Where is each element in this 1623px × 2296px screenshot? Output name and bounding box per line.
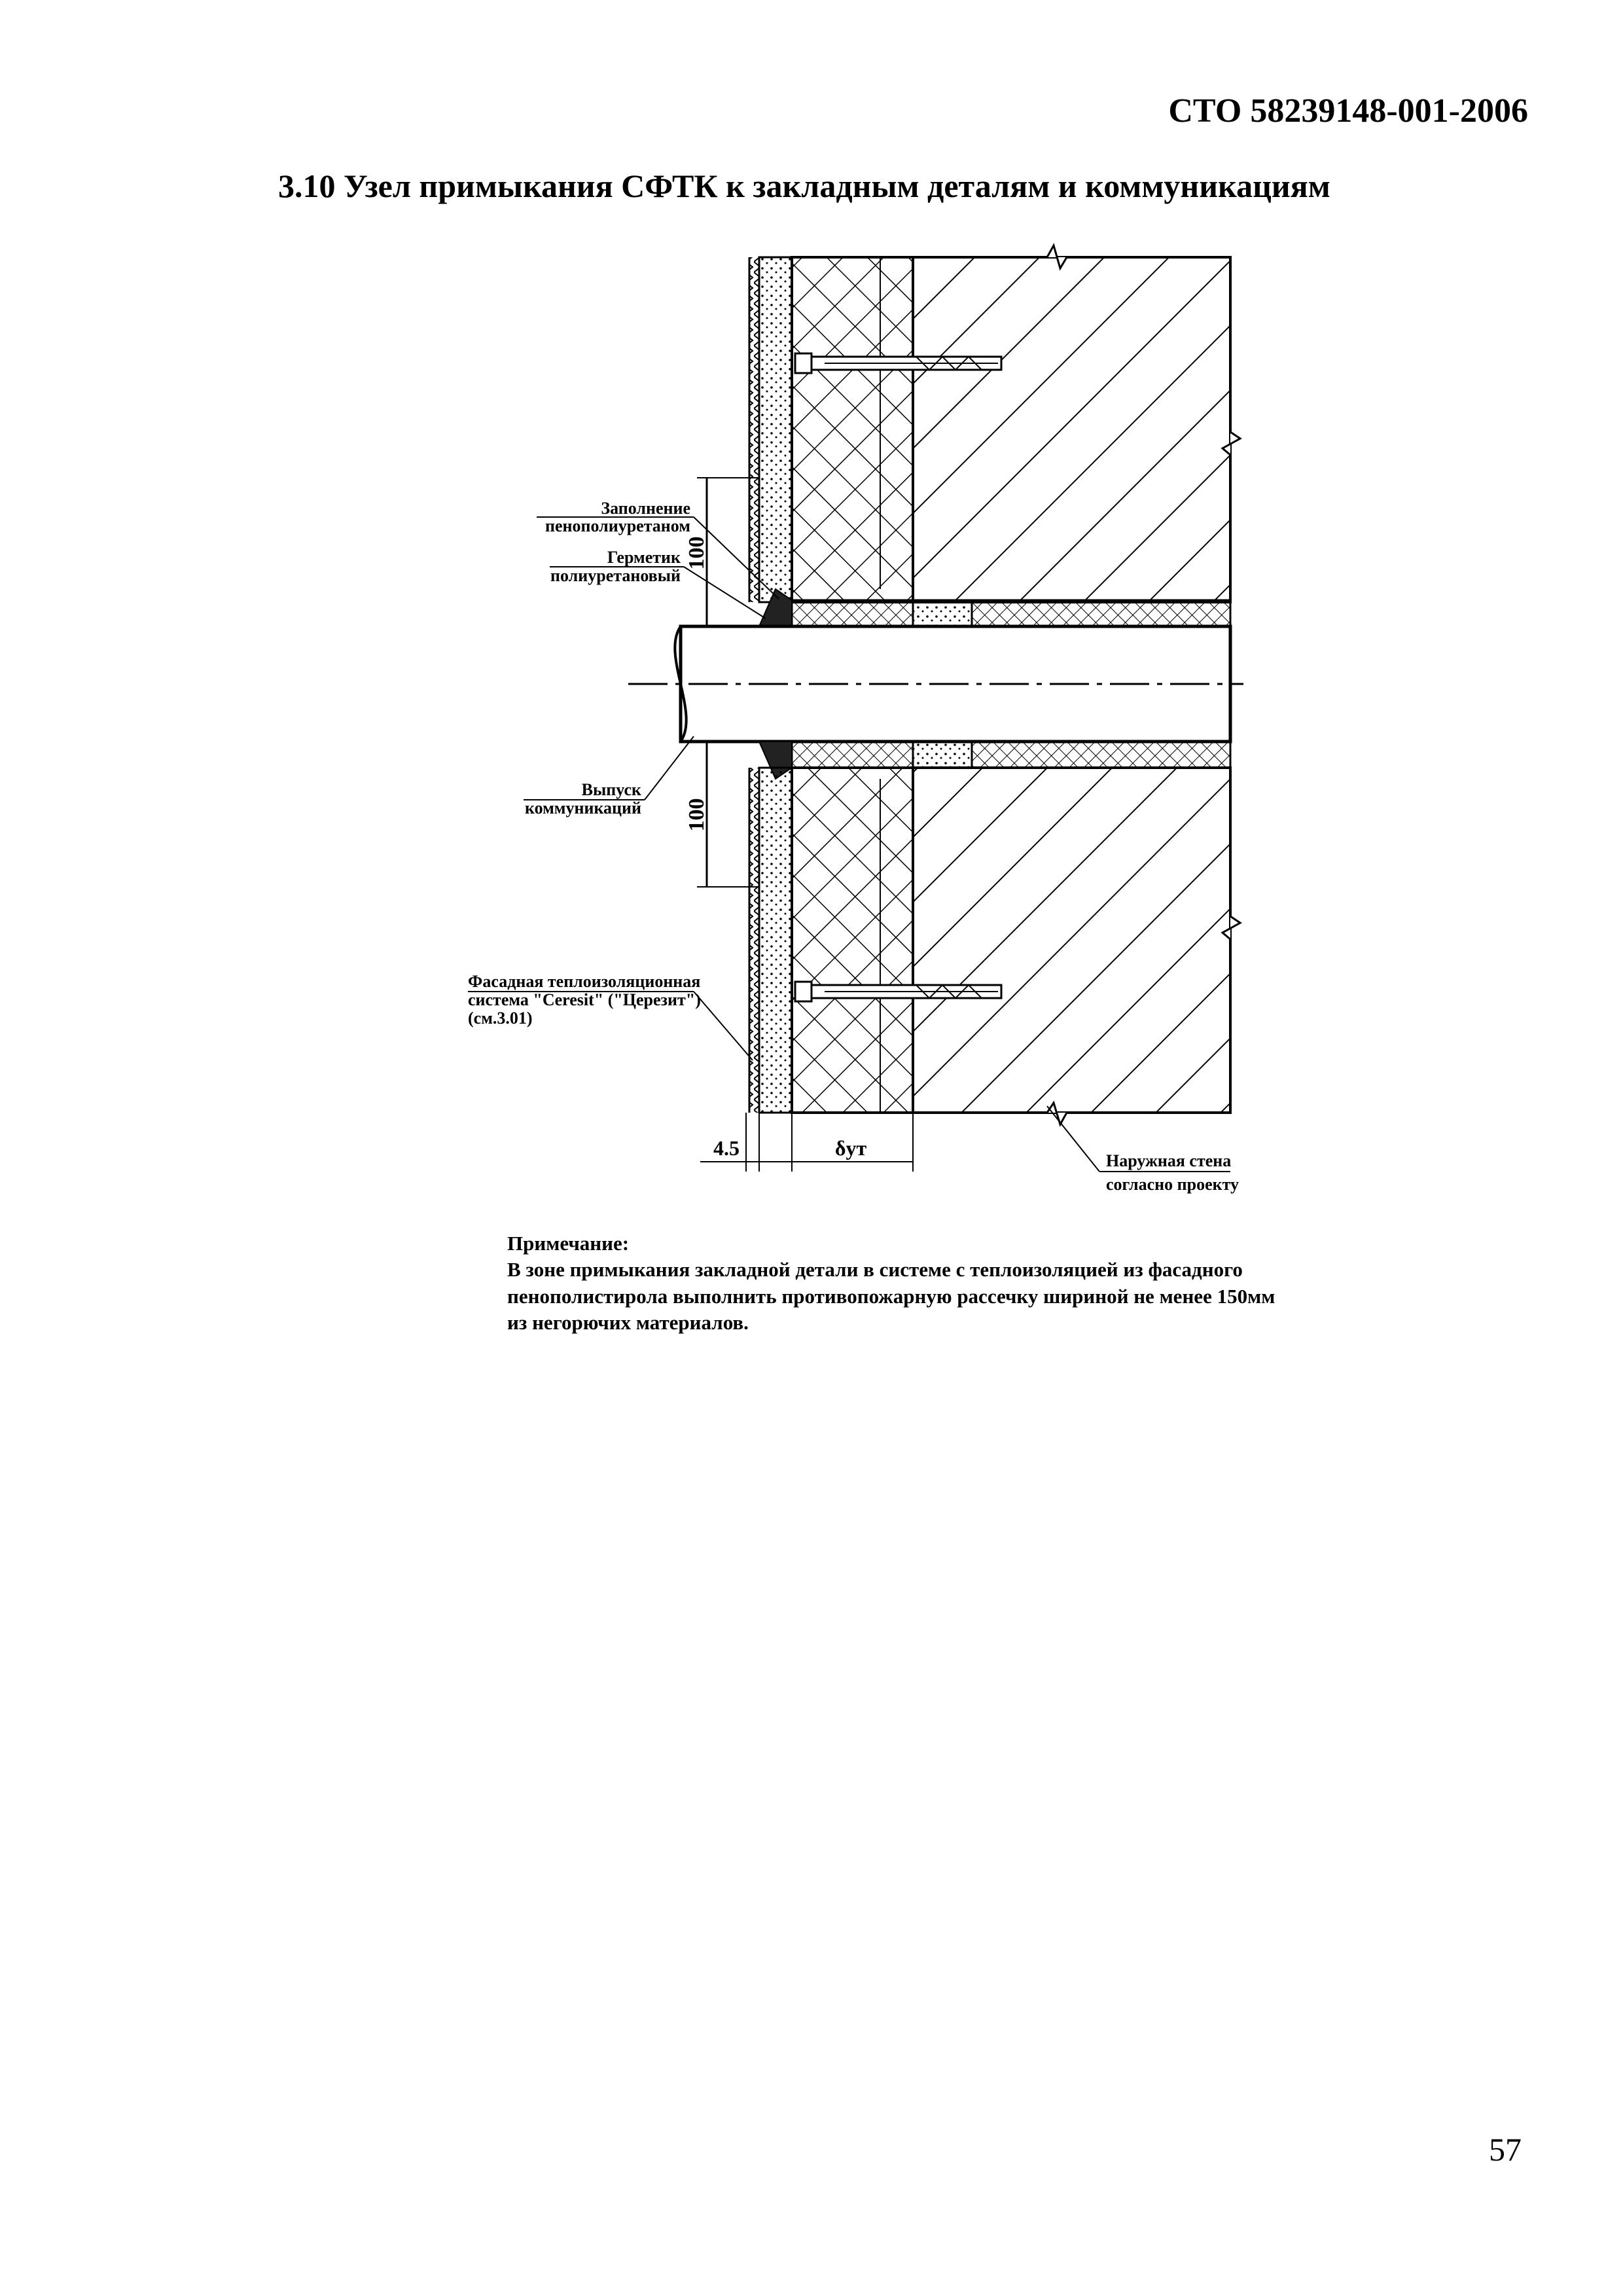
svg-text:согласно проекту: согласно проекту — [1106, 1175, 1240, 1194]
dimension-lower — [685, 742, 759, 887]
svg-text:Фасадная теплоизоляционная: Фасадная теплоизоляционная — [468, 972, 701, 991]
dimension-upper-label: 100 — [685, 536, 709, 570]
render-thickness-label: 4.5 — [713, 1136, 740, 1160]
svg-text:пенополиуретаном: пенополиуретаном — [545, 516, 690, 535]
wall-upper — [749, 245, 1240, 602]
dimension-upper — [685, 478, 759, 626]
label-sealant — [550, 548, 766, 619]
note-line: В зоне примыкания закладной детали в системе с теплоизоляцией из фасадного — [507, 1258, 1243, 1282]
svg-text:(см.3.01): (см.3.01) — [468, 1009, 533, 1028]
document-code: СТО 58239148-001-2006 — [1168, 92, 1528, 130]
note-block — [507, 1230, 1358, 1336]
note-line: из негорючих материалов. — [507, 1310, 749, 1334]
svg-text:система "Ceresit" ("Церезит"): система "Ceresit" ("Церезит") — [468, 990, 701, 1009]
label-facade-system — [468, 972, 753, 1060]
svg-text:Заполнение: Заполнение — [601, 499, 690, 518]
anchor-upper — [795, 353, 1001, 373]
svg-text:коммуникаций: коммуникаций — [524, 798, 641, 817]
svg-text:полиуретановый: полиуретановый — [550, 566, 681, 585]
anchor-lower — [795, 982, 1001, 1001]
svg-text:Наружная стена: Наружная стена — [1106, 1151, 1232, 1170]
label-outer-wall — [1047, 1106, 1239, 1194]
page-number: 57 — [1489, 2131, 1522, 2168]
insulation-thickness-label: δут — [834, 1136, 867, 1160]
dimension-lower-label: 100 — [685, 798, 709, 832]
svg-text:Герметик: Герметик — [607, 548, 681, 567]
note-heading: Примечание: — [507, 1232, 630, 1255]
svg-text:Выпуск: Выпуск — [581, 780, 641, 799]
dimension-bottom — [700, 1113, 913, 1172]
section-title: 3.10 Узел примыкания СФТК к закладным деталям и коммуникациям — [278, 168, 1330, 204]
label-outlet — [524, 736, 694, 817]
communication-pipe — [628, 626, 1243, 742]
wall-lower — [749, 768, 1240, 1124]
note-line: пенополистирола выполнить противопожарную рассечку шириной не менее 150мм — [507, 1284, 1275, 1308]
